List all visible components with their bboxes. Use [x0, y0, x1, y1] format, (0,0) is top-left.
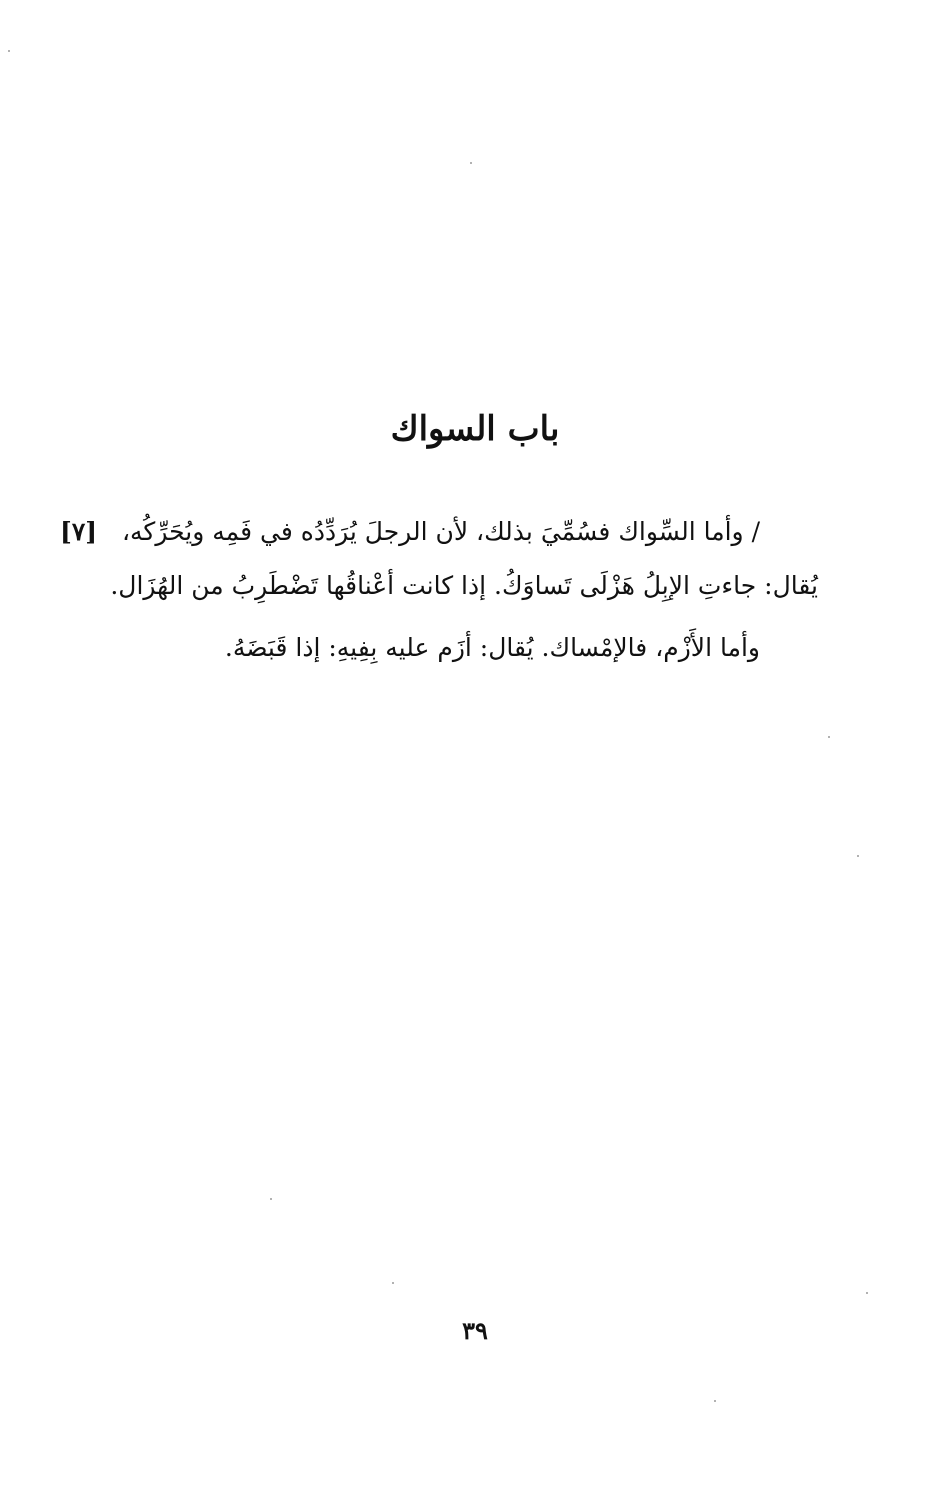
page-number: ٣٩ [462, 1316, 488, 1345]
scan-speck [8, 50, 10, 52]
scan-speck [714, 1400, 716, 1402]
chapter-title: باب السواك [390, 409, 560, 449]
scan-speck [392, 1282, 394, 1284]
scan-speck [470, 162, 472, 164]
text-line-1: / وأما السِّواك فسُمِّيَ بذلك، لأن الرجلَ يُرَدِّدُه في فَمِه ويُحَرِّكُه، [121, 517, 760, 546]
scan-speck [270, 1198, 272, 1200]
manuscript-page-marker: [٧] [60, 517, 98, 546]
scan-speck [828, 736, 830, 738]
text-line-2: يُقال: جاءتِ الإبِلُ هَزْلَى تَساوَكُ. إذا كانت أعْناقُها تَضْطَرِبُ من الهُزَال. [110, 571, 818, 600]
scan-speck [866, 1292, 868, 1294]
scan-speck [857, 855, 859, 857]
text-line-3: وأما الأَزْم، فالإمْساك. يُقال: أزَم عليه بِفِيهِ: إذا قَبَضَهُ. [224, 633, 760, 662]
